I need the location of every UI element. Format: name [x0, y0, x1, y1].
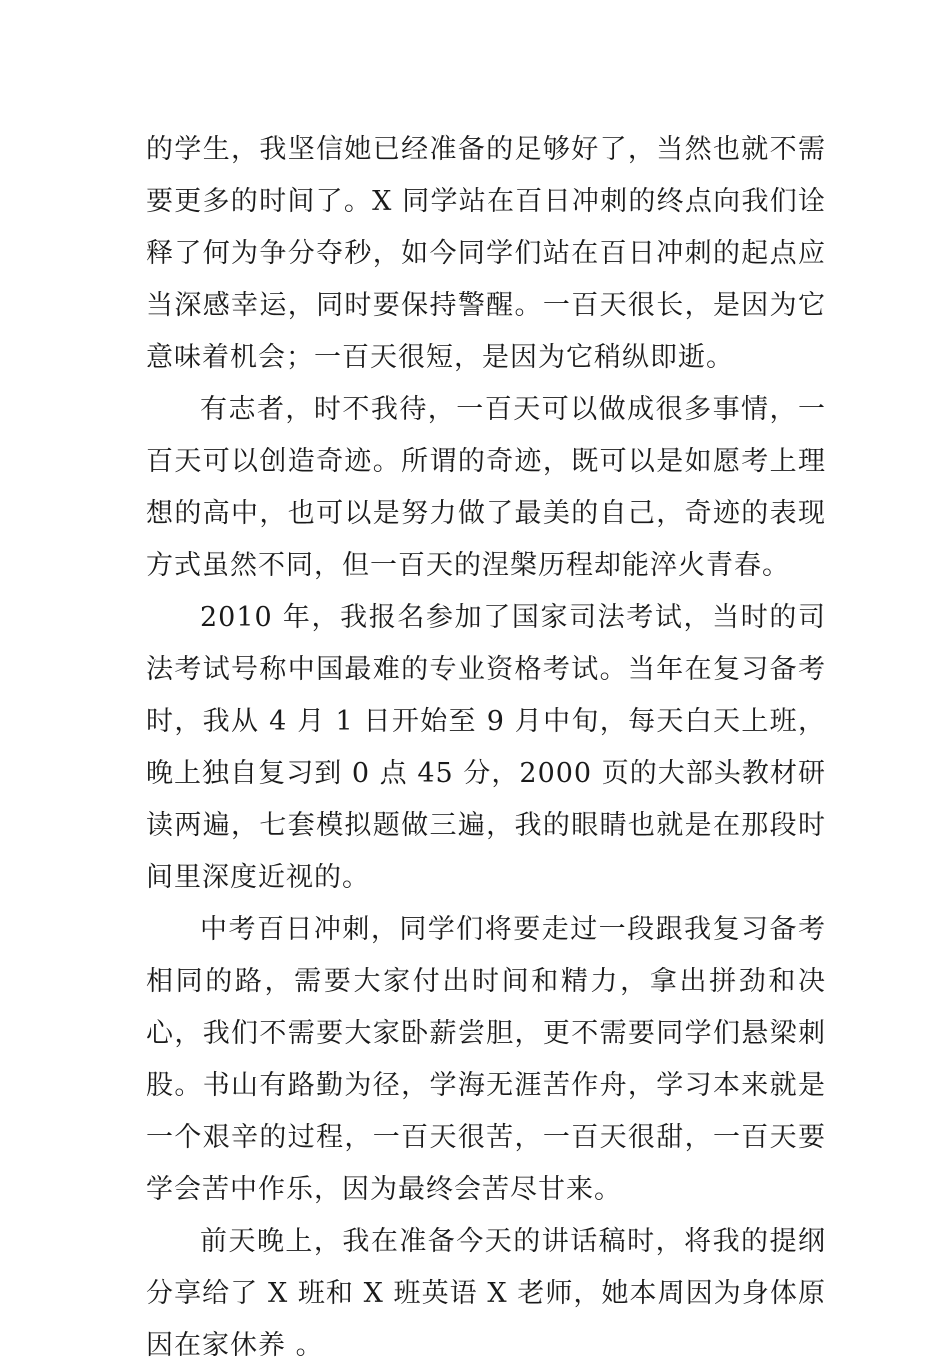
paragraph-2: 有志者，时不我待，一百天可以做成很多事情，一百天可以创造奇迹。所谓的奇迹，既可以是如愿考上理想的高中，也可以是努力做了最美的自己，奇迹的表现方式虽然不同，但一百天的涅槃历程却能淬火青春。: [146, 394, 826, 581]
paragraph-3: 2010 年，我报名参加了国家司法考试，当时的司法考试号称中国最难的专业资格考试。当年在复习备考时，我从 4 月 1 日开始至 9 月中旬，每天白天上班，晚上独自复习到 0 点 45 分，2000 页的大部头教材研读两遍，七套模拟题做三遍，我的眼睛也就是在那段时间里深度近视的。: [146, 602, 826, 893]
paragraph-1: 的学生，我坚信她已经准备的足够好了，当然也就不需要更多的时间了。X 同学站在百日冲刺的终点向我们诠释了何为争分夺秒，如今同学们站在百日冲刺的起点应当深感幸运，同时要保持警醒。一百天很长，是因为它意味着机会；一百天很短，是因为它稍纵即逝。: [146, 134, 826, 373]
paragraph-4: 中考百日冲刺，同学们将要走过一段跟我复习备考相同的路，需要大家付出时间和精力，拿出拼劲和决心，我们不需要大家卧薪尝胆，更不需要同学们悬梁刺股。书山有路勤为径，学海无涯苦作舟，学习本来就是一个艰辛的过程，一百天很苦，一百天很甜，一百天要学会苦中作乐，因为最终会苦尽甘来。: [146, 914, 826, 1205]
document-body: [146, 124, 826, 1372]
paragraph-5: 前天晚上，我在准备今天的讲话稿时，将我的提纲分享给了 X 班和 X 班英语 X 老师，她本周因为身体原因在家休养 。: [146, 1226, 826, 1361]
